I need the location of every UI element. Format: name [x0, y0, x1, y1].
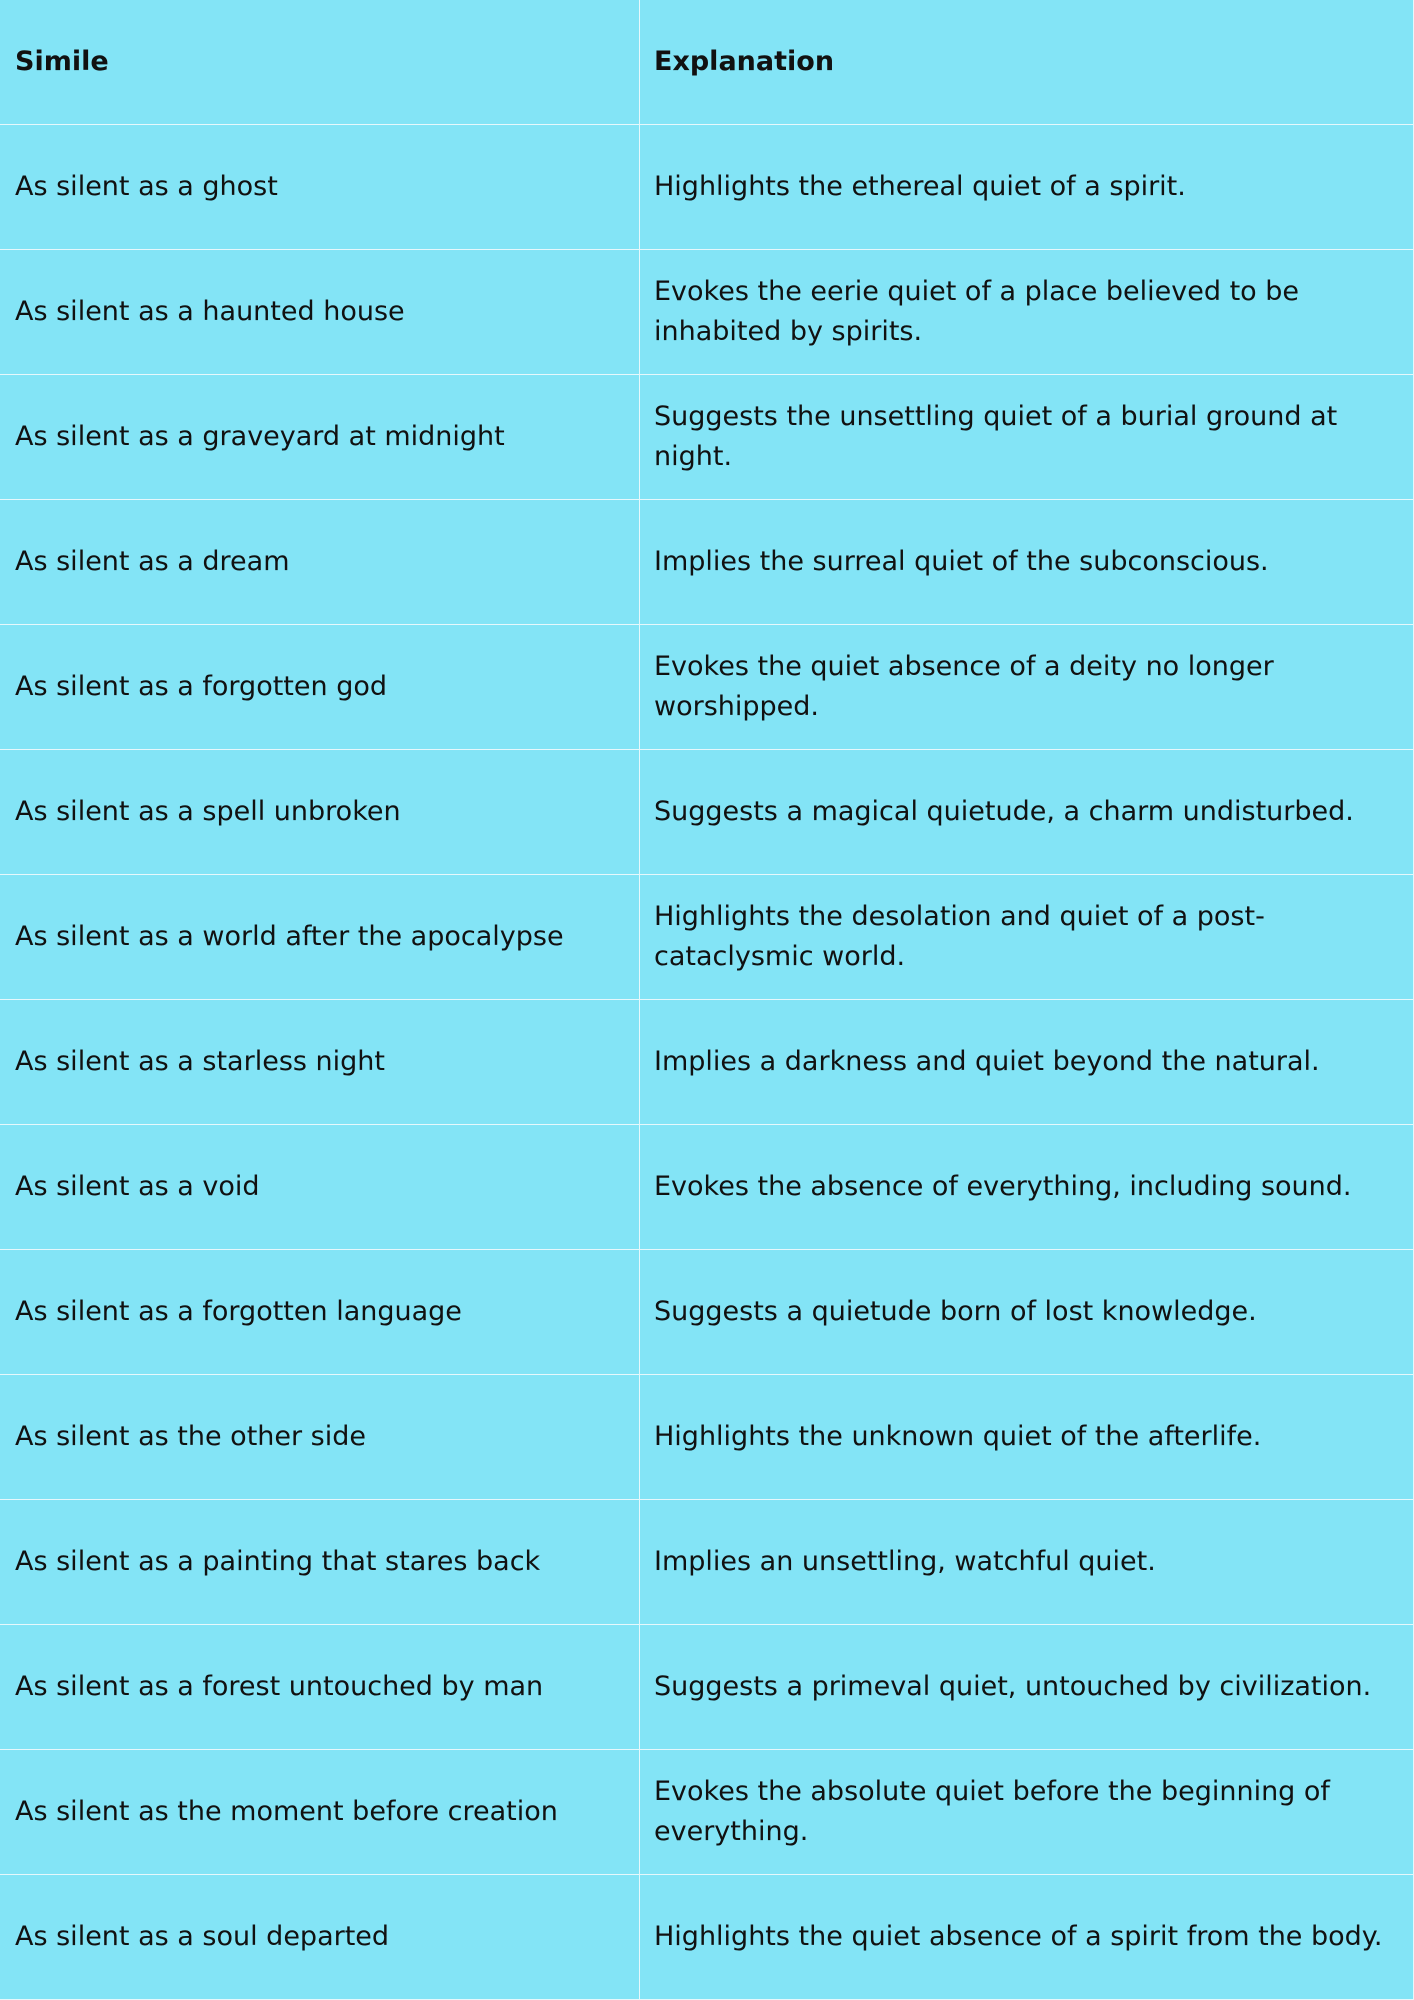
simile-cell: As silent as a ghost: [0, 125, 640, 250]
simile-cell: As silent as a world after the apocalypse: [0, 875, 640, 1000]
explanation-cell: Evokes the eerie quiet of a place believed to be inhabited by spirits.: [640, 250, 1414, 375]
explanation-cell: Suggests the unsettling quiet of a burial ground at night.: [640, 375, 1414, 500]
explanation-cell: Highlights the desolation and quiet of a post-cataclysmic world.: [640, 875, 1414, 1000]
simile-cell: As silent as a spell unbroken: [0, 750, 640, 875]
simile-cell: As silent as a painting that stares back: [0, 1500, 640, 1625]
simile-cell: As silent as the moment before creation: [0, 1750, 640, 1875]
simile-cell: As silent as a forest untouched by man: [0, 1625, 640, 1750]
simile-cell: As silent as a graveyard at midnight: [0, 375, 640, 500]
simile-cell: As silent as a forgotten language: [0, 1250, 640, 1375]
explanation-cell: Highlights the ethereal quiet of a spirit.: [640, 125, 1414, 250]
header-simile: Simile: [0, 0, 640, 125]
simile-cell: As silent as a void: [0, 1125, 640, 1250]
simile-cell: As silent as a haunted house: [0, 250, 640, 375]
simile-cell: As silent as a starless night: [0, 1000, 640, 1125]
explanation-cell: Evokes the absence of everything, including sound.: [640, 1125, 1414, 1250]
explanation-cell: Evokes the absolute quiet before the beginning of everything.: [640, 1750, 1414, 1875]
explanation-cell: Implies an unsettling, watchful quiet.: [640, 1500, 1414, 1625]
explanation-cell: Suggests a quietude born of lost knowledge.: [640, 1250, 1414, 1375]
explanation-cell: Highlights the unknown quiet of the afterlife.: [640, 1375, 1414, 1500]
simile-cell: As silent as a forgotten god: [0, 625, 640, 750]
explanation-cell: Suggests a magical quietude, a charm undisturbed.: [640, 750, 1414, 875]
explanation-cell: Implies a darkness and quiet beyond the natural.: [640, 1000, 1414, 1125]
explanation-cell: Suggests a primeval quiet, untouched by civilization.: [640, 1625, 1414, 1750]
simile-cell: As silent as a soul departed: [0, 1875, 640, 2000]
explanation-cell: Evokes the quiet absence of a deity no longer worshipped.: [640, 625, 1414, 750]
explanation-cell: Implies the surreal quiet of the subconscious.: [640, 500, 1414, 625]
simile-cell: As silent as the other side: [0, 1375, 640, 1500]
explanation-cell: Highlights the quiet absence of a spirit from the body.: [640, 1875, 1414, 2000]
simile-cell: As silent as a dream: [0, 500, 640, 625]
header-explanation: Explanation: [640, 0, 1414, 125]
